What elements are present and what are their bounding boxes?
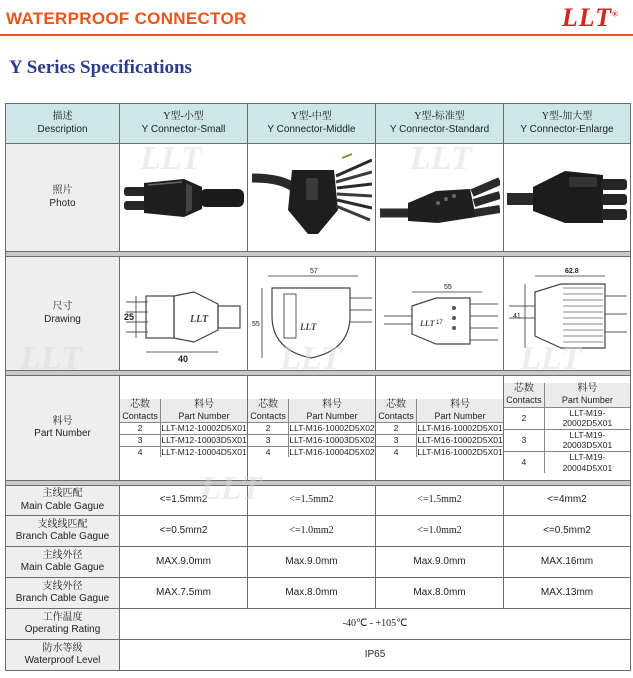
main-od-cn: 主线外径 — [42, 549, 83, 561]
branch-od-enlarge: MAX.13mm — [504, 578, 631, 609]
drawing-label — [6, 257, 120, 371]
part-enlarge — [504, 376, 631, 481]
part-number-value: LLT-M12-10004D5X01 — [161, 446, 247, 457]
svg-text:LLT: LLT — [299, 321, 316, 332]
part-number-value: LLT-M16-10002D5X01 — [417, 446, 503, 457]
watermark-logo: LLT — [20, 340, 82, 377]
main-od-row — [6, 547, 631, 578]
enlarge-width-dim: 62.8 — [565, 267, 579, 275]
main-cable-small: <=1.5mm2 — [120, 486, 248, 516]
photo-label — [6, 144, 120, 252]
contacts-value: 3 — [120, 435, 161, 447]
part-number-value: LLT-M16-10004D5X02 — [289, 446, 375, 457]
part-table-standard — [376, 399, 503, 458]
drawing-enlarge-svg — [505, 262, 629, 366]
part-number-value: LLT-M19-20002D5X01 — [544, 407, 630, 429]
enlarge-en: Y Connector-Enlarge — [520, 123, 614, 135]
part-number-value: LLT-M12-10002D5X01 — [161, 423, 247, 434]
photo-en: Photo — [49, 197, 76, 209]
contacts-value: 2 — [376, 423, 417, 435]
part-number-label — [6, 376, 120, 481]
main-cable-enlarge: <=4mm2 — [504, 486, 631, 516]
branch-od-en: Branch Cable Gague — [15, 593, 110, 604]
photo-small — [120, 144, 248, 252]
main-od-small: MAX.9.0mm — [120, 547, 248, 578]
enlarge-height-dim: 41 — [513, 312, 521, 320]
main-od-middle: Max.9.0mm — [248, 547, 376, 578]
temperature-value: -40℃ - +105℃ — [120, 609, 631, 640]
brand-title: WATERPROOF CONNECTOR — [6, 9, 247, 28]
contacts-cn: 芯数 — [513, 382, 534, 394]
contacts-cn: 芯数 — [130, 398, 151, 410]
watermark-logo: LLT — [410, 140, 472, 177]
watermark-logo: LLT — [520, 340, 582, 377]
watermark-logo: LLT — [280, 340, 342, 377]
part-table-enlarge — [504, 383, 630, 474]
contacts-header — [504, 383, 544, 407]
pn-cn: 料号 — [194, 398, 215, 410]
waterproof-en: Waterproof Level — [24, 655, 101, 666]
section-title: Y Series Specifications — [9, 57, 192, 78]
llt-logo — [562, 3, 619, 33]
part-number-value: LLT-M16-10003D5X02 — [289, 435, 375, 446]
main-cable-standard: <=1.5mm2 — [376, 486, 504, 516]
branch-cable-middle: <=1.0mm2 — [248, 516, 376, 547]
middle-height-dim: 55 — [251, 320, 260, 328]
photo-middle — [248, 144, 376, 252]
contacts-en: Contacts — [378, 411, 414, 422]
drawing-cn: 尺寸 — [52, 301, 73, 312]
connector-standard-photo — [380, 153, 500, 243]
part-en: Part Number — [34, 428, 91, 439]
drawing-row — [6, 257, 631, 371]
pn-en: Part Number — [561, 395, 613, 406]
pn-cn: 料号 — [450, 398, 471, 410]
main-od-enlarge: MAX.16mm — [504, 547, 631, 578]
contacts-value: 2 — [120, 423, 161, 435]
small-en: Y Connector-Small — [141, 123, 226, 135]
waterproof-cn: 防水等级 — [42, 642, 83, 654]
branch-od-middle: Max.8.0mm — [248, 578, 376, 609]
part-table-middle — [248, 399, 375, 458]
part-number-value: LLT-M16-10002D5X01 — [417, 423, 503, 434]
contacts-value: 3 — [248, 435, 289, 447]
page-header — [0, 0, 633, 36]
part-number-value: LLT-M19-20004D5X01 — [562, 452, 613, 473]
temperature-label — [6, 609, 120, 640]
drawing-standard-svg — [378, 264, 502, 364]
part-table-small — [120, 399, 247, 458]
branch-od-standard: Max.8.0mm — [376, 578, 504, 609]
drawing-small-svg — [122, 264, 246, 364]
contacts-en: Contacts — [122, 411, 158, 422]
temperature-row — [6, 609, 631, 640]
middle-en: Y Connector-Middle — [267, 123, 356, 135]
main-cable-row — [6, 486, 631, 516]
standard-header — [376, 104, 504, 144]
pn-en: Part Number — [434, 411, 486, 422]
svg-text:LLT: LLT — [419, 318, 435, 328]
drawing-standard — [376, 257, 504, 371]
drawing-small — [120, 257, 248, 371]
contacts-cn: 芯数 — [258, 398, 279, 410]
photo-standard — [376, 144, 504, 252]
spec-table — [5, 103, 631, 671]
contacts-value: 2 — [248, 423, 289, 435]
temp-en: Operating Rating — [24, 624, 101, 635]
connector-middle-photo — [252, 148, 372, 248]
part-middle — [248, 376, 376, 481]
svg-text:LLT: LLT — [189, 313, 208, 325]
small-cn: Y型-小型 — [163, 111, 204, 122]
photo-enlarge — [504, 144, 631, 252]
contacts-en: Contacts — [250, 411, 286, 422]
contacts-header — [120, 399, 161, 423]
drawing-middle — [248, 257, 376, 371]
pn-header — [289, 399, 375, 423]
part-number-row — [6, 376, 631, 481]
part-number-value: LLT-M19-20003D5X01 — [544, 429, 630, 451]
part-number-value: LLT-M16-10002D5X02 — [289, 423, 375, 434]
enlarge-cn: Y型-加大型 — [541, 111, 593, 122]
branch-cable-en: Branch Cable Gague — [15, 531, 110, 542]
contacts-value: 3 — [376, 435, 417, 447]
branch-cable-row — [6, 516, 631, 547]
small-width-dim: 40 — [177, 353, 188, 364]
standard-width-dim: 55 — [443, 283, 452, 291]
connector-small-photo — [124, 153, 244, 243]
contacts-value: 3 — [504, 429, 544, 451]
description-header — [6, 104, 120, 144]
branch-cable-enlarge: <=0.5mm2 — [504, 516, 631, 547]
branch-cable-standard: <=1.0mm2 — [376, 516, 504, 547]
contacts-value: 4 — [504, 452, 544, 474]
watermark-logo: LLT — [200, 470, 262, 507]
main-cable-cn: 主线匹配 — [42, 488, 83, 499]
pn-header — [161, 399, 247, 423]
drawing-en: Drawing — [44, 313, 81, 325]
contacts-header — [376, 399, 417, 423]
standard-cn: Y型-标准型 — [414, 111, 465, 122]
middle-header — [248, 104, 376, 144]
description-cn: 描述 — [52, 111, 73, 122]
part-number-value: LLT-M12-10003D5X01 — [161, 435, 247, 446]
branch-cable-label — [6, 516, 120, 547]
contacts-value: 2 — [504, 407, 544, 429]
branch-od-small: MAX.7.5mm — [120, 578, 248, 609]
waterproof-row — [6, 640, 631, 671]
logo-registered-mark: ® — [612, 9, 619, 19]
part-cn: 料号 — [52, 415, 73, 427]
part-small — [120, 376, 248, 481]
photo-cn: 照片 — [52, 185, 73, 196]
branch-cable-small: <=0.5mm2 — [120, 516, 248, 547]
part-standard — [376, 376, 504, 481]
main-od-label — [6, 547, 120, 578]
pn-cn: 料号 — [322, 398, 343, 410]
logo-text: LLT — [561, 3, 613, 32]
contacts-value: 4 — [376, 446, 417, 457]
temp-cn: 工作温度 — [42, 611, 83, 623]
part-number-value: LLT-M16-10002D5X01 — [417, 435, 503, 446]
small-header — [120, 104, 248, 144]
waterproof-value: IP65 — [120, 640, 631, 671]
waterproof-label — [6, 640, 120, 671]
pn-header — [544, 383, 630, 407]
description-en: Description — [37, 123, 88, 135]
pn-en: Part Number — [178, 411, 230, 422]
main-od-en: Main Cable Gague — [20, 562, 105, 573]
column-header-row — [6, 104, 631, 144]
standard-height-dim: 17 — [435, 319, 443, 326]
middle-width-dim: 57 — [309, 267, 318, 275]
contacts-value: 4 — [248, 446, 289, 457]
photo-row — [6, 144, 631, 252]
middle-cn: Y型-中型 — [291, 111, 332, 122]
standard-en: Y Connector-Standard — [389, 123, 490, 135]
branch-od-label — [6, 578, 120, 609]
branch-cable-cn: 支线线匹配 — [37, 518, 88, 530]
pn-cn: 料号 — [577, 382, 598, 394]
small-height-dim: 25 — [123, 311, 134, 322]
main-cable-middle: <=1.5mm2 — [248, 486, 376, 516]
pn-header — [417, 399, 503, 423]
contacts-value: 4 — [120, 446, 161, 457]
connector-enlarge-photo — [507, 153, 627, 243]
main-od-standard: Max.9.0mm — [376, 547, 504, 578]
branch-od-row — [6, 578, 631, 609]
contacts-cn: 芯数 — [386, 398, 407, 410]
drawing-middle-svg — [250, 262, 374, 366]
contacts-en: Contacts — [506, 395, 542, 406]
main-cable-label — [6, 486, 120, 516]
main-cable-en: Main Cable Gague — [20, 500, 105, 512]
watermark-logo: LLT — [140, 140, 202, 177]
contacts-header — [248, 399, 289, 423]
branch-od-cn: 支线外径 — [42, 580, 83, 592]
pn-en: Part Number — [306, 411, 358, 422]
drawing-enlarge — [504, 257, 631, 371]
enlarge-header — [504, 104, 631, 144]
